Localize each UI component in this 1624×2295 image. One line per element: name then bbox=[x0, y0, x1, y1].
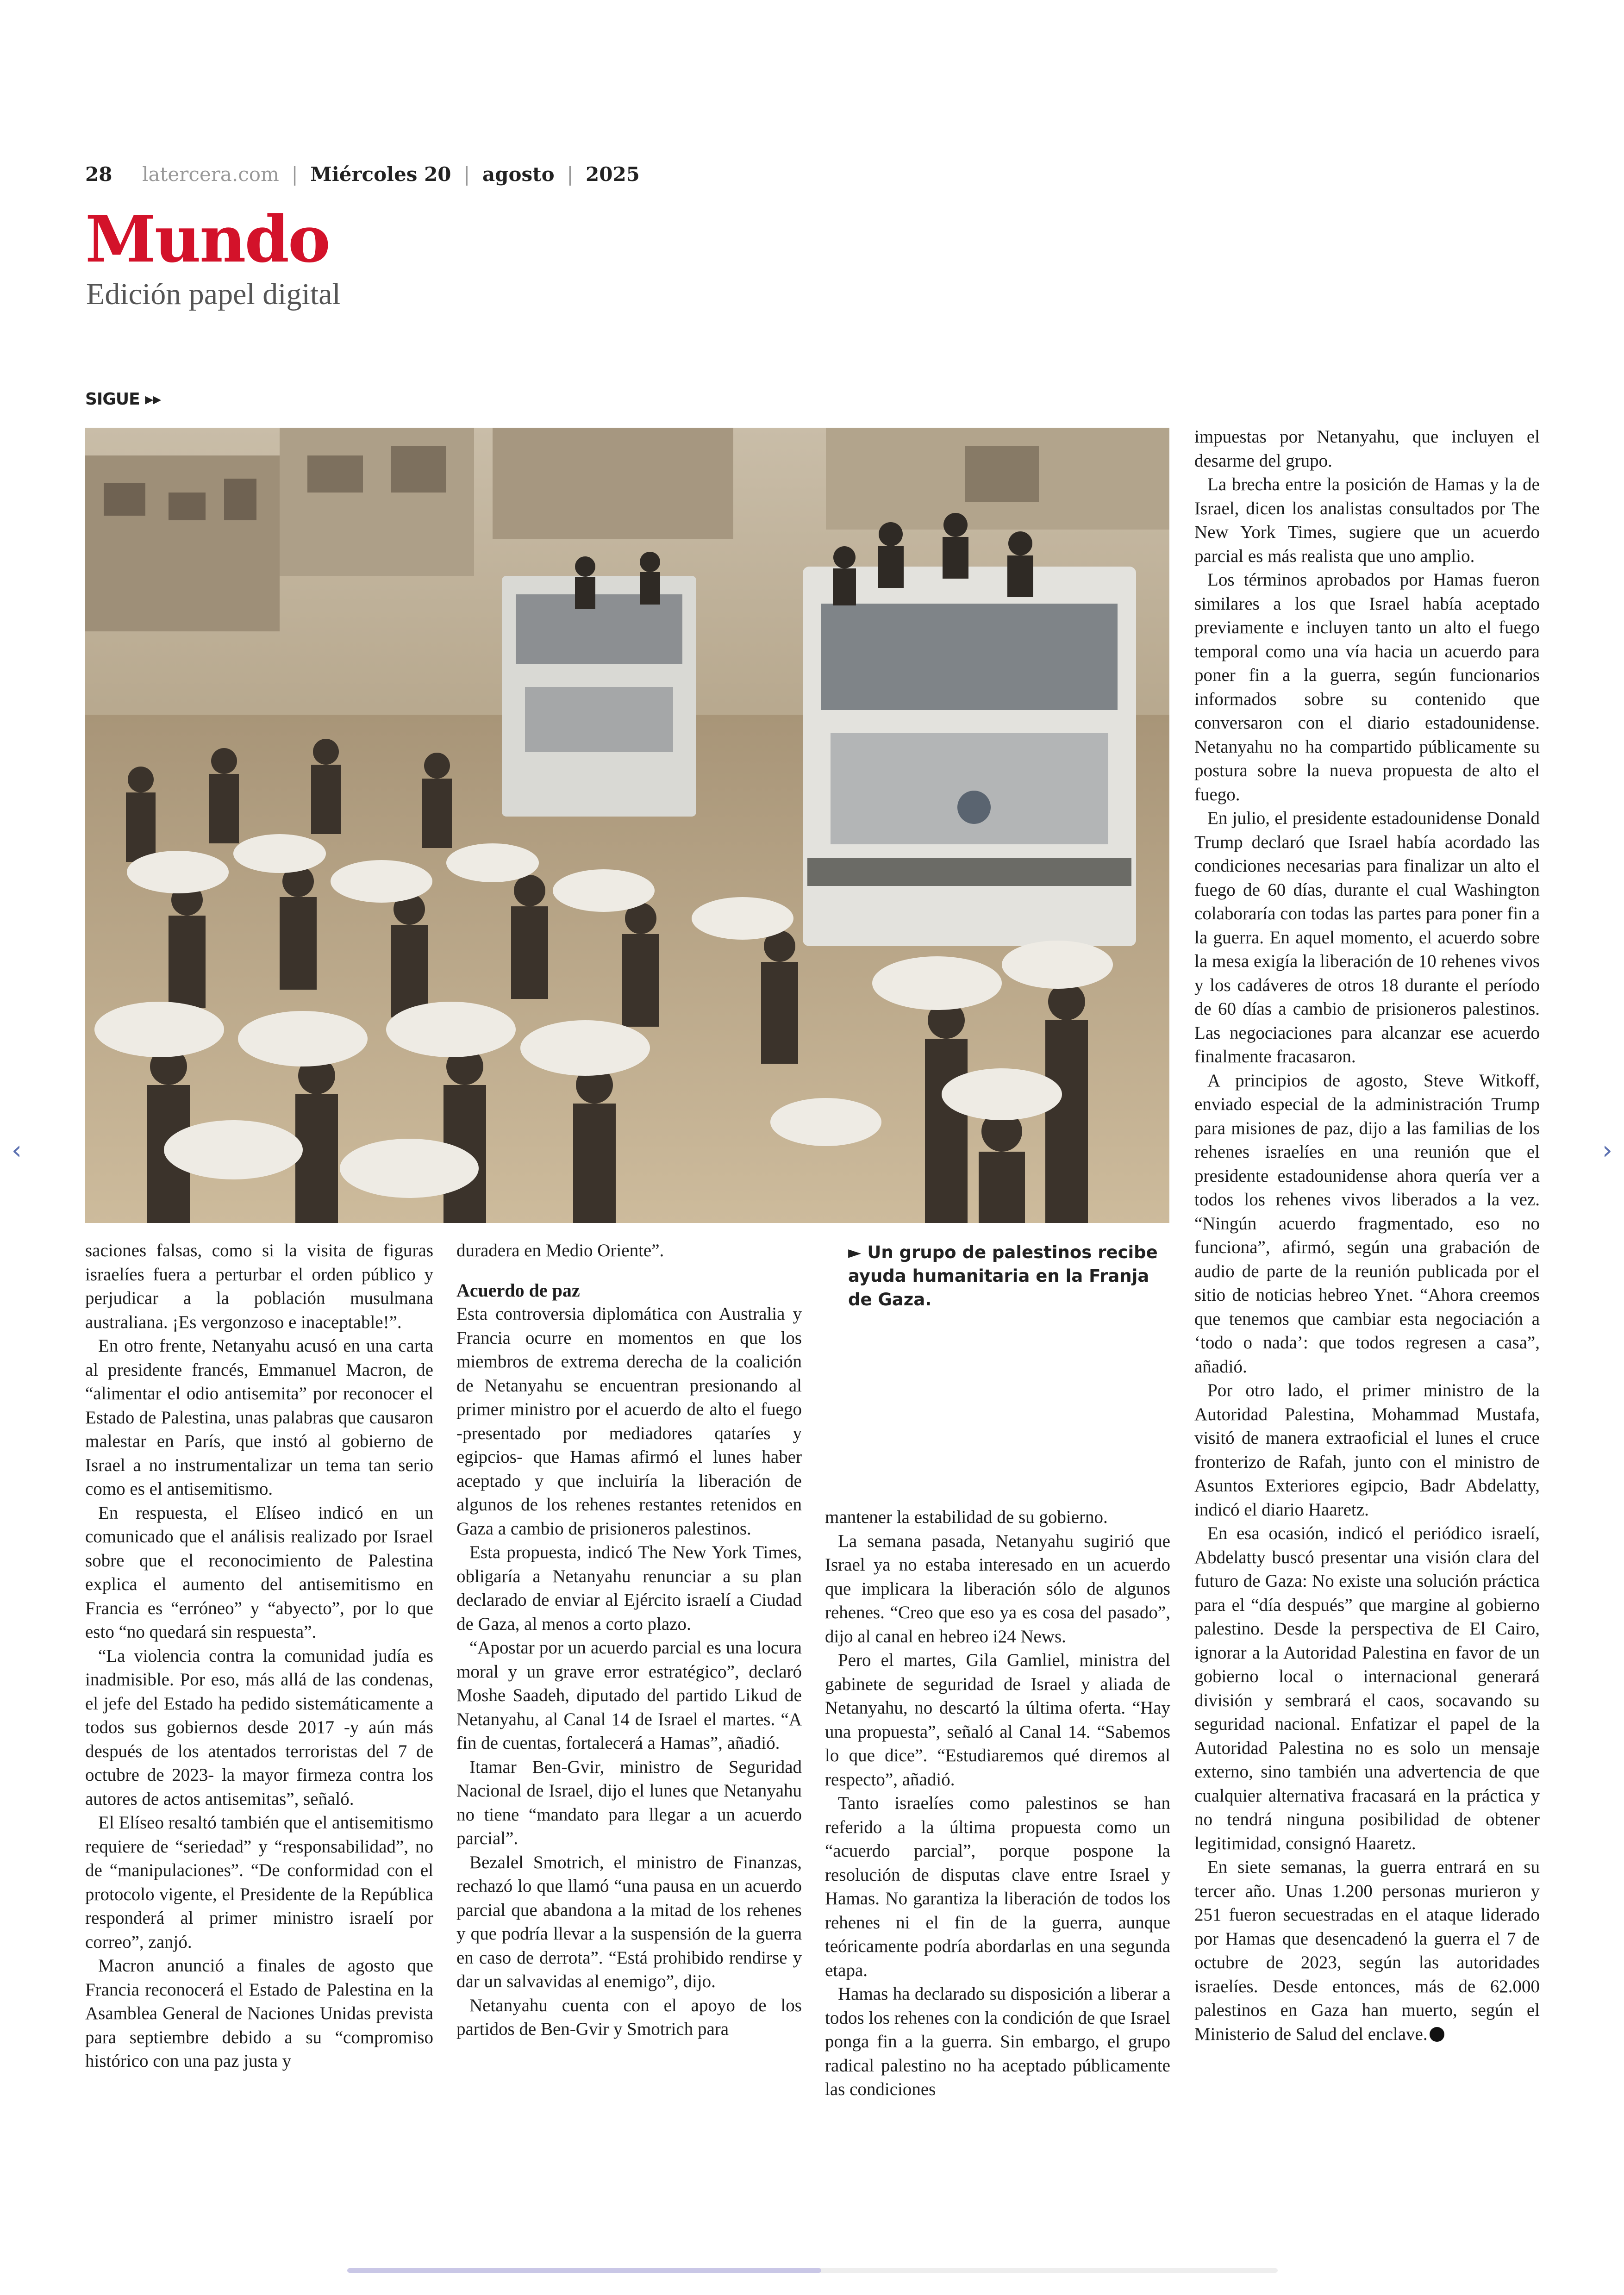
folio-separator: | bbox=[291, 163, 298, 186]
continues-label: SIGUE ▸▸ bbox=[85, 390, 161, 409]
folio-separator: | bbox=[567, 163, 574, 186]
article-column-1 bbox=[85, 1239, 433, 2073]
paragraph: Los términos aprobados por Hamas fueron similares a los que Israel había aceptado previamente e incluyen tanto un alto el fuego temporal como una vía hacia un acuerdo para poner fin a la guerra, según funcionarios informados sobre su contenido que conversaron con el diario estadounidense. Netanyahu no ha compartido públicamente su postura sobre la nueva propuesta de alto el fuego. bbox=[1194, 570, 1540, 804]
crowd-trucks-photo bbox=[85, 428, 1169, 1223]
paragraph: La semana pasada, Netanyahu sugirió que Israel ya no estaba interesado en un acuerdo que implicara la liberación sólo de algunos rehenes. “Creo que eso ya es cosa del pasado”, dijo al canal en hebreo i24 News. bbox=[825, 1531, 1170, 1646]
last-paragraph-text: En siete semanas, la guerra entrará en su tercer año. Unas 1.200 personas murieron y 251 fueron secuestradas en el ataque liderado por Hamas que desencadenó la guerra el 7 de octubre de 2023, según las autoridades israelíes. Desde entonces, más de 62.000 palestinos en Gaza han muerto, según el Ministerio de Salud del enclave. bbox=[1194, 1857, 1540, 2044]
paragraph: “Apostar por un acuerdo parcial es una locura moral y un grave error estratégico”, declaró Moshe Saadeh, diputado del partido Likud de Netanyahu, al Canal 14 de Israel el martes. “A fin de cuentas, fortalecerá a Hamas”, añadió. bbox=[456, 1638, 802, 1753]
paragraph: La brecha entre la posición de Hamas y la de Israel, dicen los analistas consultados por The New York Times, sugiere que un acuerdo parcial es más realista que uno amplio. bbox=[1194, 474, 1540, 566]
paragraph: Bezalel Smotrich, el ministro de Finanzas, rechazó lo que llamó “una pausa en un acuerdo parcial que abandona a la mitad de los rehenes y que podría llevar a la suspensión de la guerra en caso de derrota”. “Está prohibido rendirse y dar un salvavidas al enemigo”, dijo. bbox=[456, 1852, 802, 1991]
section-title: Mundo bbox=[85, 201, 329, 277]
folio-line bbox=[85, 163, 640, 186]
site-name: latercera.com bbox=[142, 163, 279, 186]
paragraph bbox=[1194, 1855, 1540, 2046]
paragraph: El Elíseo resaltó también que el antisemitismo requiere de “seriedad” y “responsabilidad”, no de “manipulaciones”. “De conformidad con el protocolo vigente, el Presidente de la República responderá al primer ministro israelí por correo”, zanjó. bbox=[85, 1813, 433, 1952]
end-mark-icon bbox=[1430, 2027, 1444, 2042]
paragraph: impuestas por Netanyahu, que incluyen el desarme del grupo. bbox=[1194, 427, 1540, 471]
paragraph: “La violencia contra la comunidad judía es inadmisible. Por eso, más allá de las condenas, el jefe del Estado ha pedido sistemáticamente a todos sus gobiernos desde 2017 -y aún más después de los atentados terroristas del 7 de octubre de 2023- la mayor firmeza contra los autores de actos antisemitas”, señaló. bbox=[85, 1646, 433, 1809]
article-column-3 bbox=[825, 1505, 1170, 2102]
article-column-4 bbox=[1194, 425, 1540, 2046]
paragraph: Esta controversia diplomática con Australia y Francia ocurre en momentos en que los miembros de extrema derecha de la coalición de Netanyahu se encuentran presionando al primer ministro por el acuerdo de alto el fuego -presentado por mediadores qataríes y egipcios- que Hamas afirmó el lunes haber aceptado y que incluiría la liberación de algunos de los rehenes restantes retenidos en Gaza a cambio de prisioneros palestinos. bbox=[456, 1304, 802, 1539]
paragraph: mantener la estabilidad de su gobierno. bbox=[825, 1507, 1108, 1527]
scrollbar-thumb[interactable] bbox=[347, 2268, 821, 2273]
paragraph: A principios de agosto, Steve Witkoff, enviado especial de la administración Trump para misiones de paz, dijo a las familias de los rehenes israelíes en una reunión que el presidente estadounidense ahora quería ver a todos los rehenes vivos liberados a la vez. “Ningún acuerdo fragmentado, eso no funciona”, afirmó, según una grabación de audio de parte de la reunión publicada por el sitio de noticias hebreo Ynet. “Ahora creemos que tenemos que cambiar esta negociación a ‘todo o nada’: que todos regresen a casa”, añadió. bbox=[1194, 1070, 1540, 1377]
folio-day: Miércoles 20 bbox=[310, 163, 451, 186]
paragraph: En julio, el presidente estadounidense Donald Trump declaró que Israel había acordado las condiciones necesarias para finalizar un alto el fuego de 60 días, durante el cual Washington colaboraría con todas las partes para poner fin a la guerra. En aquel momento, el acuerdo sobre la mesa exigía la liberación de 10 rehenes vivos y los cadáveres de otros 18 durante el período de 60 días a cambio de prisioneros palestinos. Las negociaciones para alcanzar ese acuerdo finalmente fracasaron. bbox=[1194, 808, 1540, 1066]
paragraph: En respuesta, el Elíseo indicó en un comunicado que el análisis realizado por Israel sobre que el reconocimiento de Palestina explica el aumento del antisemitismo en Francia es “erróneo” y “abyecto”, por lo que esto “no quedará sin respuesta”. bbox=[85, 1503, 433, 1642]
next-page-button[interactable] bbox=[1598, 1137, 1617, 1165]
paragraph: saciones falsas, como si la visita de figuras israelíes fuera a perturbar el orden público y perjudicar a la población musulmana australiana. ¡Es vergonzoso e inaceptable!”. bbox=[85, 1241, 433, 1332]
paragraph: Tanto israelíes como palestinos se han referido a la última propuesta como un “acuerdo parcial”, porque pospone la resolución de disputas clave entre Israel y Hamas. No garantiza la liberación de todos los rehenes ni el fin de la guerra, aunque teóricamente podría abordarlas en una segunda etapa. bbox=[825, 1793, 1170, 1980]
paragraph: En esa ocasión, indicó el periódico israelí, Abdelatty buscó presentar una visión clara del futuro de Gaza: No existe una solución práctica para el “día después” que margine al gobierno palestino. Desde la perspectiva de El Cairo, ignorar a la Autoridad Palestina en favor de un gobierno local o internacional generará división y sembrará el caos, socavando su seguridad nacional. Enfatizar el papel de la Autoridad Palestina no es solo un mensaje externo, sino también una advertencia de que cualquier alternativa fracasará en la práctica y no tendrá ninguna posibilidad de obtener legitimidad, consignó Haaretz. bbox=[1194, 1523, 1540, 1853]
section-subtitle: Edición papel digital bbox=[86, 277, 341, 311]
paragraph: Macron anunció a finales de agosto que Francia reconocerá el Estado de Palestina en la Asamblea General de Naciones Unidas prevista para septiembre debido a su “compromiso histórico con una paz justa y bbox=[85, 1956, 433, 2071]
paragraph: Pero el martes, Gila Gamliel, ministra del gabinete de seguridad de Israel y aliada de Netanyahu, no descartó la última oferta. “Hay una propuesta”, señaló al Canal 14. “Sabemos lo que dice”. “Estudiaremos qué diremos al respecto”, añadió. bbox=[825, 1650, 1170, 1790]
page-number: 28 bbox=[85, 163, 112, 186]
folio-month: agosto bbox=[482, 163, 555, 186]
folio-separator: | bbox=[463, 163, 470, 186]
paragraph: Itamar Ben-Gvir, ministro de Seguridad Nacional de Israel, dijo el lunes que Netanyahu no tiene “mandato para llegar a un acuerdo parcial”. bbox=[456, 1757, 802, 1848]
paragraph: Netanyahu cuenta con el apoyo de los partidos de Ben-Gvir y Smotrich para bbox=[456, 1995, 802, 2039]
paragraph: Hamas ha declarado su disposición a liberar a todos los rehenes con la condición de que Israel ponga fin a la guerra. Sin embargo, el grupo radical palestino no ha aceptado públicamente las condiciones bbox=[825, 1984, 1170, 2099]
paragraph: En otro frente, Netanyahu acusó en una carta al presidente francés, Emmanuel Macron, de “alimentar el odio antisemita” por reconocer el Estado de Palestina, unas palabras que causaron malestar en París, que instó al gobierno de Israel a no instrumentalizar un tema tan serio como es el antisemitismo. bbox=[85, 1336, 433, 1499]
photo-caption: ► Un grupo de palestinos recibe ayuda humanitaria en la Franja de Gaza. bbox=[848, 1242, 1158, 1310]
paragraph: duradera en Medio Oriente”. bbox=[456, 1241, 664, 1260]
paragraph: Esta propuesta, indicó The New York Times, obligaría a Netanyahu renunciar a su plan declarado de enviar al Ejército israelí a Ciudad de Gaza, al menos a corto plazo. bbox=[456, 1542, 802, 1634]
prev-page-button[interactable] bbox=[7, 1137, 26, 1165]
subheading: Acuerdo de paz bbox=[456, 1279, 580, 1301]
article-column-2 bbox=[456, 1239, 802, 2041]
chevron-left-icon: ‹ bbox=[11, 1135, 22, 1166]
paragraph: Por otro lado, el primer ministro de la Autoridad Palestina, Mohammad Mustafa, visitó de manera extraoficial el lunes el cruce fronterizo de Rafah, junto con el ministro de Asuntos Exteriores egipcio, Badr Abdelatty, indicó el diario Haaretz. bbox=[1194, 1380, 1540, 1520]
news-photo bbox=[85, 428, 1169, 1223]
folio-year: 2025 bbox=[586, 163, 640, 186]
chevron-right-icon: › bbox=[1602, 1135, 1613, 1166]
